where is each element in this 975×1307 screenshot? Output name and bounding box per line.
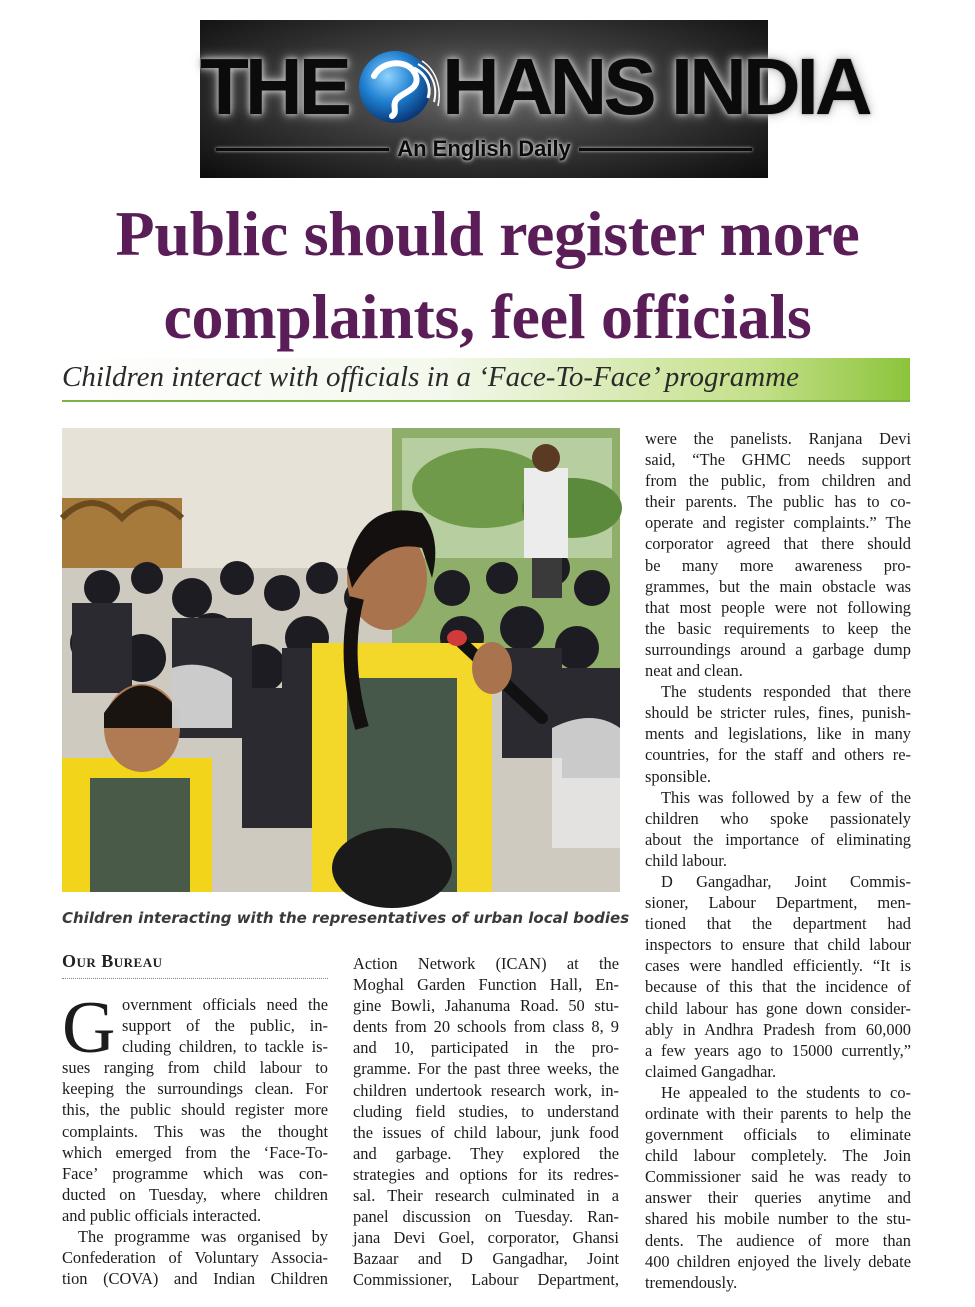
article-headline (30, 192, 945, 358)
text-line: complaints. This was the thought (62, 1121, 328, 1141)
text-line: were the panelists. Ranjana Devi (645, 429, 911, 448)
masthead (200, 20, 869, 178)
text-line: shared his mobile number to the stu- (645, 1209, 911, 1229)
text-line: sponsible. (645, 766, 712, 786)
text-line: ably in Andhra Pradesh from 60,000 (645, 1019, 911, 1039)
text-line: Action Network (ICAN) at the (353, 954, 619, 973)
text-line: children undertook research work, in- (353, 1080, 619, 1100)
text-line: overnment officials need the (122, 995, 328, 1014)
text-line: surroundings around a garbage dump (645, 639, 911, 659)
text-line: the issues of child labour, junk food (353, 1122, 619, 1142)
masthead-title (200, 42, 869, 131)
text-line: cluding field studies, to understand (353, 1101, 619, 1121)
text-line: child labour completely. The Join (645, 1146, 911, 1166)
text-line: said, “The GHMC needs support (645, 450, 911, 470)
text-line: sal. Their research culminated in a (353, 1186, 619, 1206)
text-line: 400 children enjoyed the lively debate (645, 1251, 911, 1271)
text-line: ducted on Tuesday, where children (62, 1184, 328, 1204)
photo-caption: Children interacting with the representatives of urban local bodies (62, 909, 630, 927)
text-line: the basic requirements to keep the (645, 618, 911, 638)
text-line: which emerged from the ‘Face-To- (62, 1142, 328, 1162)
text-line: should be stricter rules, fines, punish- (645, 703, 911, 723)
text-line: cluding children, to tackle is- (122, 1037, 328, 1057)
text-line: D Gangadhar, Joint Commis- (661, 871, 911, 891)
text-line: a few years ago to 15000 currently,” (645, 1040, 911, 1060)
text-line: about the importance of eliminating (645, 829, 911, 849)
text-line: keeping the surroundings clean. For (62, 1079, 328, 1099)
text-line: The programme was organised by (78, 1227, 328, 1247)
masthead-title-left: THE (200, 42, 348, 131)
text-line: Commissioner said he was ready to (645, 1167, 911, 1187)
headline-line-2: complaints, feel officials (163, 281, 812, 352)
text-line: claimed Gangadhar. (645, 1061, 777, 1081)
text-line: panel discussion on Tuesday. Ran- (353, 1207, 619, 1227)
text-line: ments and legislations, like in many (645, 724, 911, 744)
text-line: children who spoke passionately (645, 808, 911, 828)
text-line: support of the public, in- (122, 1016, 328, 1036)
text-line: dents from 20 schools from class 8, 9 (353, 1017, 619, 1037)
text-line: their parents. The public has to co- (645, 492, 911, 512)
masthead-tagline: An English Daily (397, 136, 571, 161)
tagline-rule-left (216, 148, 389, 151)
text-line: neat and clean. (645, 661, 743, 681)
text-line: The students responded that there (661, 682, 911, 702)
text-line: strategies and options for its redres- (353, 1164, 619, 1184)
article-column-2 (353, 953, 619, 1291)
text-line: and garbage. They explored the (353, 1143, 619, 1163)
text-line: He appealed to the students to co- (661, 1082, 911, 1102)
text-line: government officials to eliminate (645, 1125, 911, 1145)
text-line: answer their queries anytime and (645, 1188, 911, 1208)
text-line: and 10, participated in the pro- (353, 1038, 619, 1058)
text-line: ordinate with their parents to help the (645, 1104, 911, 1123)
subheadline-band (62, 358, 910, 402)
text-line: Face’ programme which was con- (62, 1163, 328, 1183)
text-line: operate and register complaints.” The (645, 513, 911, 533)
text-line: child labour has gone down consider- (645, 998, 911, 1018)
text-line: sioner, Labour Department, men- (645, 893, 911, 913)
text-line: gramme. For the past three weeks, the (353, 1059, 619, 1079)
text-line: because of this that the incidence of (645, 977, 911, 997)
classroom-photo-illustration (62, 428, 620, 892)
text-line: dents. The audience of more than (645, 1230, 911, 1250)
text-line: that most people were not following (645, 597, 911, 617)
text-line: Bazaar and D Gangadhar, Joint (353, 1249, 619, 1269)
article-photo (62, 428, 620, 892)
article-column-3 (645, 428, 911, 1293)
text-line: child labour. (645, 850, 727, 870)
text-line: tion (COVA) and Indian Children (62, 1269, 328, 1289)
column-2-text (353, 953, 619, 1291)
text-line: this, the public should register more (62, 1100, 328, 1120)
text-line: Commissioner, Labour Department, (353, 1270, 619, 1290)
article-column-1 (62, 987, 328, 1289)
text-line: tremendously. (645, 1272, 738, 1292)
headline-line-1: Public should register more (115, 198, 860, 269)
text-line: be many more awareness pro- (645, 555, 911, 575)
text-line: and public officials interacted. (62, 1205, 262, 1225)
byline: Our Bureau (62, 951, 328, 979)
drop-cap: G (62, 987, 116, 1069)
globe-icon (352, 46, 438, 128)
text-line: jana Devi Goel, corporator, Ghansi (353, 1228, 619, 1248)
text-line: cases were handled efficiently. “It is (645, 956, 911, 976)
text-line: countries, for the staff and others re- (645, 745, 911, 765)
tagline-rule-right (579, 148, 752, 151)
masthead-title-right: HANS INDIA (442, 42, 869, 131)
text-line: This was followed by a few of the (661, 787, 911, 807)
text-line: Confederation of Voluntary Associa- (62, 1248, 328, 1268)
masthead-tagline-row (216, 134, 752, 164)
text-line: Moghal Garden Function Hall, En- (353, 975, 619, 995)
text-line: from the public, from children and (645, 471, 911, 491)
text-line: grammes, but the main obstacle was (645, 576, 911, 596)
text-line: tioned that the department had (645, 914, 911, 934)
text-line: gine Bowli, Jahanuma Road. 50 stu- (353, 996, 619, 1016)
text-line: inspectors to ensure that child labour (645, 935, 911, 955)
text-line: sues ranging from child labour to (62, 1058, 328, 1078)
text-line: corporator agreed that there should (645, 534, 911, 554)
column-3-text (645, 428, 911, 1293)
article-subheadline: Children interact with officials in a ‘Face-To-Face’ programme (62, 361, 799, 393)
